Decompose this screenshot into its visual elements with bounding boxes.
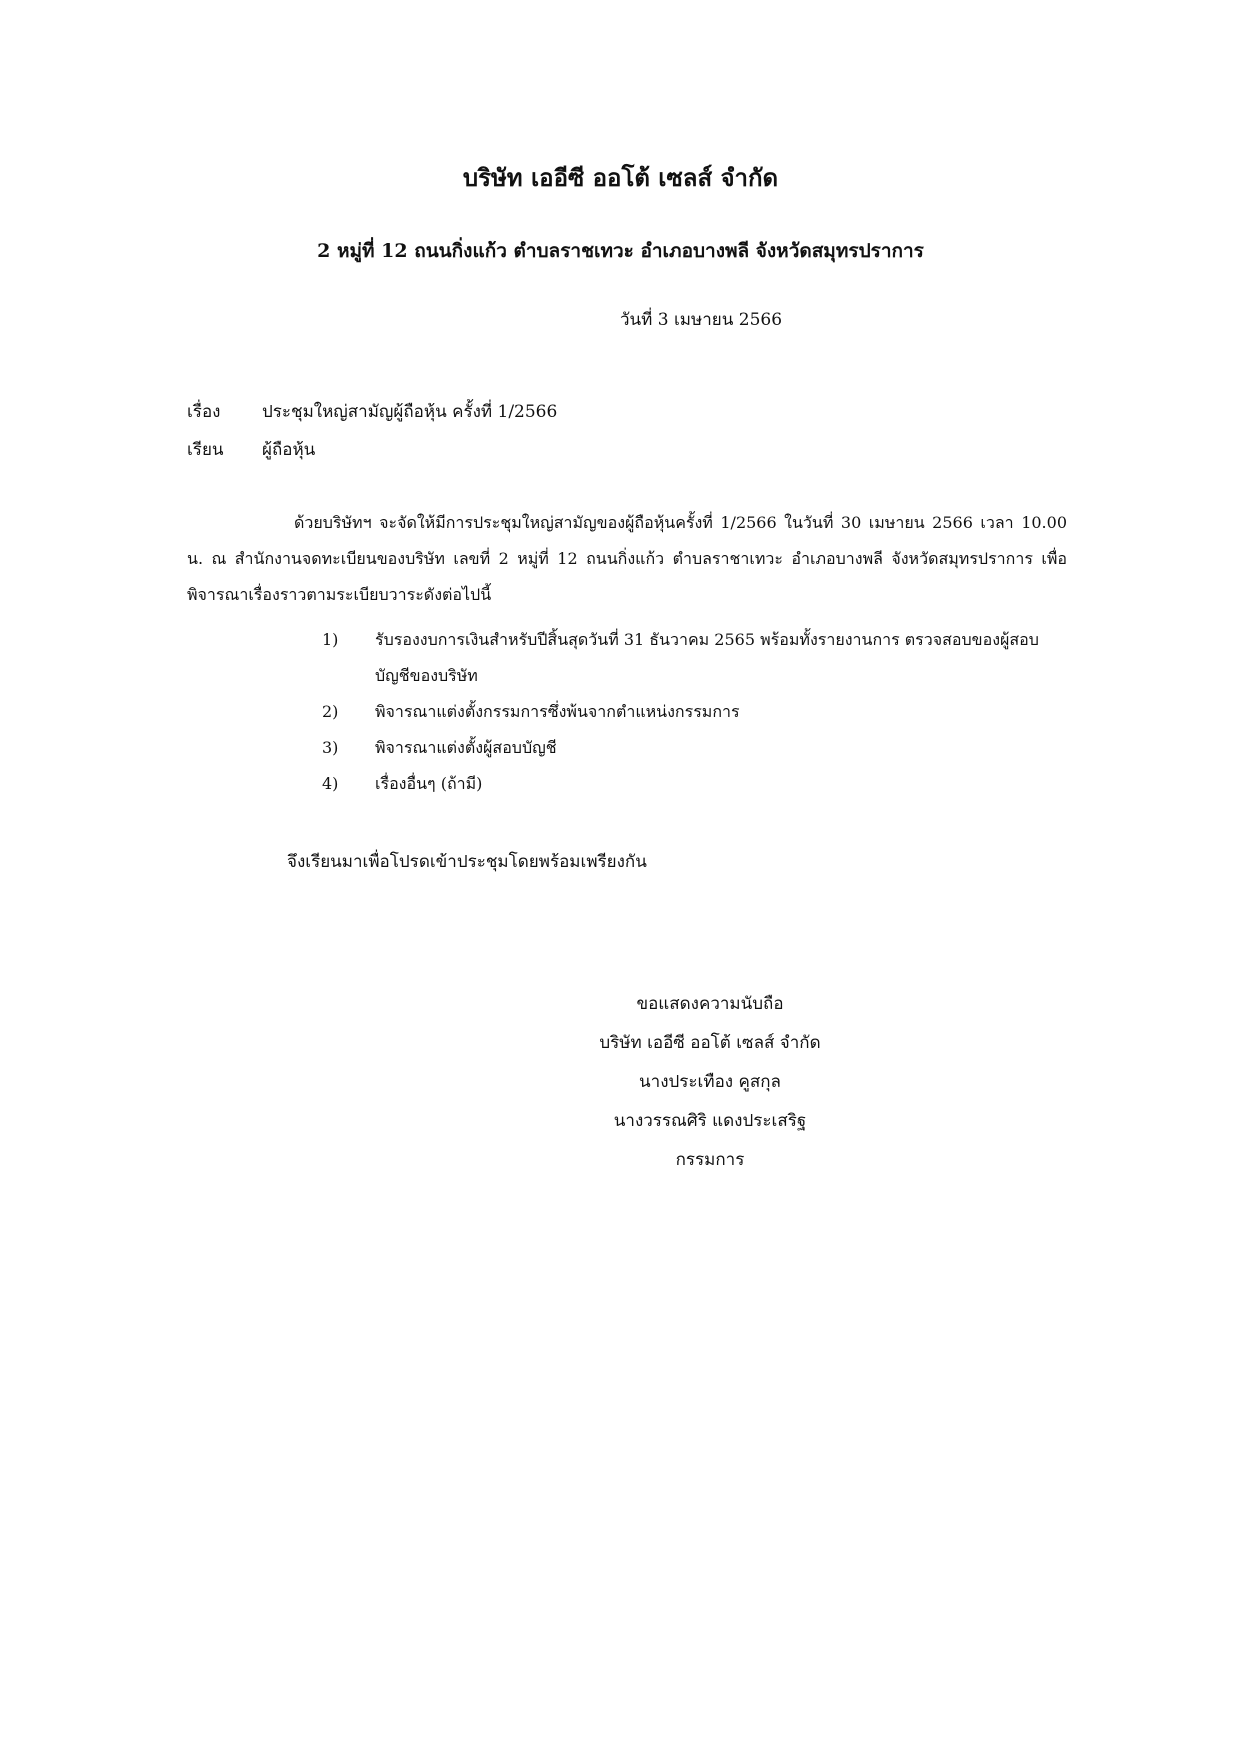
closing-line: จึงเรียนมาเพื่อโปรดเข้าประชุมโดยพร้อมเพรียงกัน <box>287 852 647 872</box>
agenda-item-number: 2) <box>322 702 339 721</box>
agenda-item-text: เรื่องอื่นๆ (ถ้ามี) <box>375 774 483 793</box>
signer-name-2: นางวรรณศิริ แดงประเสริฐ <box>613 1111 807 1131</box>
subject-label: เรื่อง <box>187 402 221 422</box>
subject-text: ประชุมใหญ่สามัญผู้ถือหุ้น ครั้งที่ 1/2566 <box>262 402 558 422</box>
letter-date: วันที่ 3 เมษายน 2566 <box>620 310 783 330</box>
agenda-item <box>322 766 1072 802</box>
signer-name-1: นางประเทือง คูสกุล <box>639 1072 781 1092</box>
recipient-label: เรียน <box>187 440 224 460</box>
agenda-list <box>322 622 1072 802</box>
company-address: 2 หมู่ที่ 12 ถนนกิ่งแก้ว ตำบลราชเทวะ อำเภอบางพลี จังหวัดสมุทรปราการ <box>317 240 924 262</box>
agenda-item <box>322 622 1072 694</box>
agenda-item-number: 4) <box>322 774 339 793</box>
signature-block <box>500 985 920 1180</box>
recipient-row <box>187 436 315 463</box>
agenda-item-text: พิจารณาแต่งตั้งผู้สอบบัญชี <box>375 738 557 757</box>
body-paragraph: ด้วยบริษัทฯ จะจัดให้มีการประชุมใหญ่สามัญของผู้ถือหุ้นครั้งที่ 1/2566 ในวันที่ 30 เมษายน 2566 เวลา 10.00 น. ณ สำนักงานจดทะเบียนของบริษัท เลขที่ 2 หมู่ที่ 12 ถนนกิ่งแก้ว ตำบลราชาเทวะ อำเภอบางพลี จังหวัดสมุทรปราการ เพื่อพิจารณาเรื่องราวตามระเบียบวาระดังต่อไปนี้ <box>187 513 1067 604</box>
company-name: บริษัท เออีซี ออโต้ เซลส์ จำกัด <box>462 163 779 192</box>
agenda-item-number: 3) <box>322 738 339 757</box>
recipient-text: ผู้ถือหุ้น <box>262 440 316 460</box>
agenda-item <box>322 730 1072 766</box>
signer-title: กรรมการ <box>675 1150 745 1170</box>
signature-company: บริษัท เออีซี ออโต้ เซลส์ จำกัด <box>599 1033 821 1053</box>
salutation: ขอแสดงความนับถือ <box>636 994 784 1014</box>
agenda-item-number: 1) <box>322 630 339 649</box>
agenda-item <box>322 694 1072 730</box>
agenda-item-text: รับรองงบการเงินสำหรับปีสิ้นสุดวันที่ 31 ธันวาคม 2565 พร้อมทั้งรายงานการ ตรวจสอบของผู้สอบบัญชีของบริษัท <box>375 630 1039 685</box>
subject-row <box>187 398 557 425</box>
agenda-item-text: พิจารณาแต่งตั้งกรรมการซึ่งพ้นจากตำแหน่งกรรมการ <box>375 702 740 721</box>
